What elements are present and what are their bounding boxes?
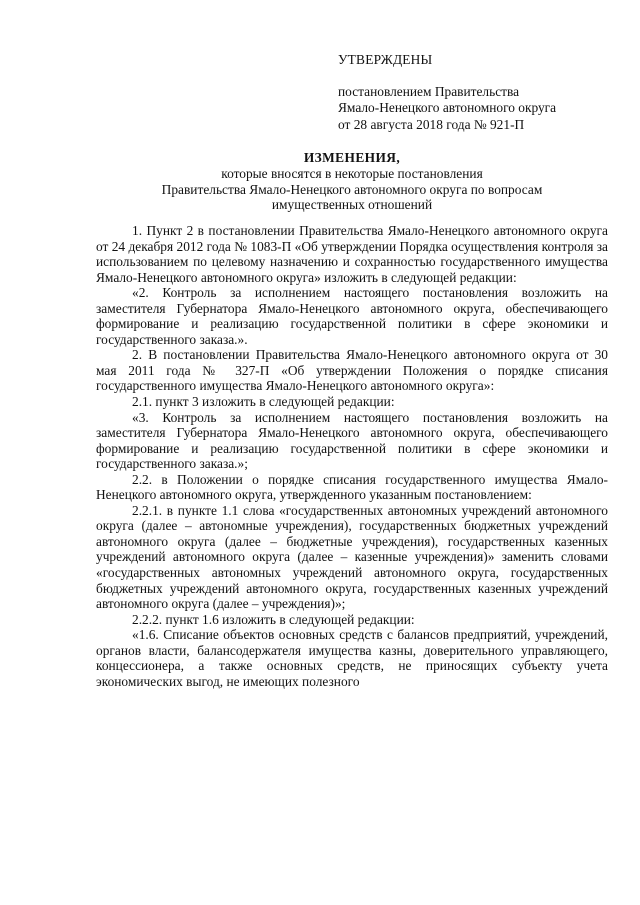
approval-line: Ямало-Ненецкого автономного округа <box>338 100 557 115</box>
approval-heading: УТВЕРЖДЕНЫ <box>338 52 433 67</box>
paragraph-item-2: 2. В постановлении Правительства Ямало-Ненецкого автономного округа от 30 мая 2011 года № 327-П «Об утверждении Положения о порядке списания государственного имущества Ямало-Ненецкого автономного округа»: <box>96 347 608 394</box>
document-header <box>96 150 608 213</box>
document-subtitle-line: которые вносятся в некоторые постановления <box>221 166 483 182</box>
paragraph-item-2-1: 2.1. пункт 3 изложить в следующей редакции: <box>132 394 395 410</box>
approval-line: постановлением Правительства <box>338 83 520 99</box>
paragraph-item-2-2-1: 2.2.1. в пункте 1.1 слова «государственных автономных учреждений автономного округа (далее – автономные учреждения), государственных бюджетных учреждений автономного округа (далее – бюджетные учреждения), государственных казенных учреждений автономного округа (далее – казенные учреждения)» заменить словами «государственных автономных учреждений автономного округа, государственных бюджетных учреждений автономного округа, государственных казенных учреждений автономного округа (далее – учреждения)»; <box>96 502 608 612</box>
document-subtitle-line: имущественных отношений <box>271 197 433 213</box>
document-title: ИЗМЕНЕНИЯ, <box>303 150 401 165</box>
document-body <box>96 223 608 689</box>
paragraph-item-1: 1. Пункт 2 в постановлении Правительства Ямало-Ненецкого автономного округа от 24 декабря 2012 года № 1083-П «Об утверждении Порядка осуществления контроля за использованием по целевому назначению и сохранностью государственного имущества Ямало-Ненецкого автономного округа» изложить в следующей редакции: <box>96 223 608 285</box>
approval-line: от 28 августа 2018 года № 921-П <box>338 116 525 132</box>
paragraph-item-2-1-text: «3. Контроль за исполнением настоящего постановления возложить на заместителя Губернатора Ямало-Ненецкого автономного округа, обеспечивающего формирование и реализацию государственной политики в сфере экономики и государственного заказа.»; <box>96 409 608 472</box>
paragraph-item-1-text: «2. Контроль за исполнением настоящего постановления возложить на заместителя Губернатора Ямало-Ненецкого автономного округа, обеспечивающего формирование и реализацию государственной политики в сфере экономики и государственного заказа.». <box>96 285 608 347</box>
paragraph-item-2-2-2-text: «1.6. Списание объектов основных средств с балансов предприятий, учреждений, органов власти, балансодержателя имущества казны, доверительного управляющего, концессионера, а также основных средств, не приносящих субъекту учета экономических выгод, не имеющих полезного <box>96 627 608 689</box>
document-subtitle-line: Правительства Ямало-Ненецкого автономного округа по вопросам <box>161 181 543 197</box>
paragraph-item-2-2: 2.2. в Положении о порядке списания государственного имущества Ямало-Ненецкого автономного округа, утвержденного указанным постановлением: <box>96 471 608 503</box>
paragraph-item-2-2-2: 2.2.2. пункт 1.6 изложить в следующей редакции: <box>132 611 415 627</box>
approval-block <box>338 52 556 133</box>
